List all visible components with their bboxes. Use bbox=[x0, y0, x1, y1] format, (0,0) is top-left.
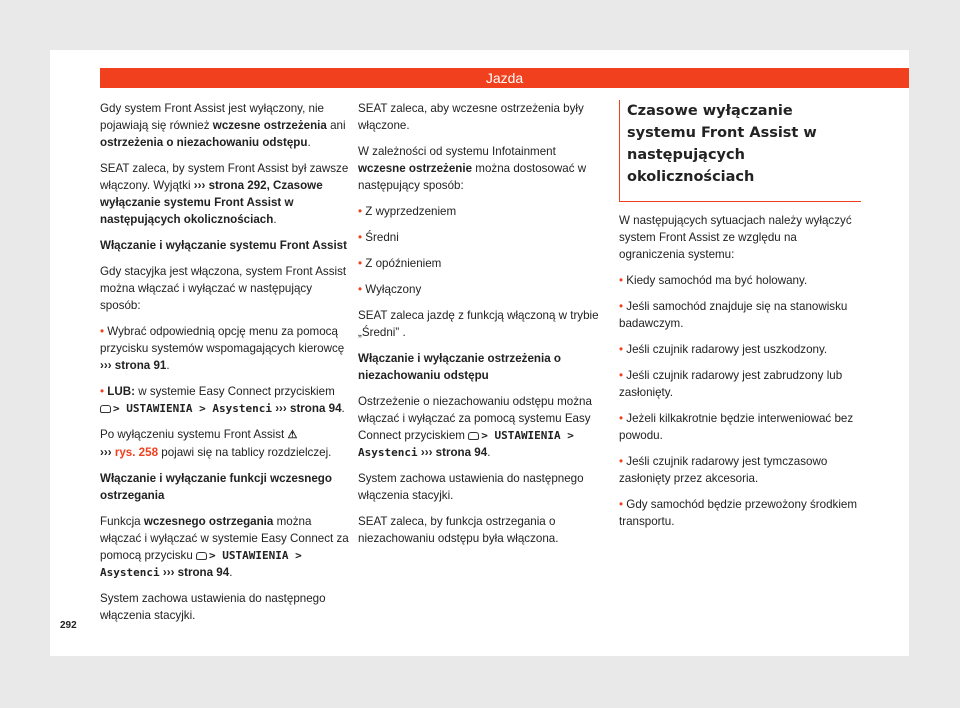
section-title: Czasowe wyłączanie systemu Front Assist w następujących okolicznościach bbox=[627, 103, 817, 185]
text: . bbox=[307, 136, 311, 149]
list-item bbox=[619, 367, 861, 401]
text: W zależności od systemu Infotainment bbox=[358, 145, 556, 158]
list-item bbox=[358, 281, 608, 298]
paragraph: System zachowa ustawienia do następnego włączenia stacyjki. bbox=[358, 472, 584, 502]
bullet: • bbox=[619, 274, 624, 287]
subheading: Włączanie i wyłączanie ostrzeżenia o niezachowaniu odstępu bbox=[358, 352, 561, 382]
text: Wyłączony bbox=[365, 283, 422, 296]
section-header: Jazda bbox=[100, 68, 909, 88]
bullet: • bbox=[358, 283, 363, 296]
list-item bbox=[358, 229, 608, 246]
paragraph: Gdy stacyjka jest włączona, system Front Assist można włączać i wyłączać w następujący sposób: bbox=[100, 265, 347, 312]
list-item bbox=[619, 272, 861, 289]
cross-reference-link[interactable]: ››› strona 94 bbox=[162, 566, 230, 579]
text: Z opóźnieniem bbox=[365, 257, 442, 270]
reference-arrow: ››› bbox=[193, 179, 206, 192]
paragraph: SEAT zaleca jazdę z funkcją włączoną w trybie „Średni” . bbox=[358, 309, 599, 339]
bullet: • bbox=[100, 325, 105, 338]
text: można dostosować w następujący sposób: bbox=[358, 162, 587, 192]
car-menu-icon bbox=[100, 405, 111, 413]
section-title-box bbox=[619, 100, 861, 202]
bullet: • bbox=[358, 257, 363, 270]
cross-reference-link[interactable]: ››› strona 94 bbox=[420, 446, 488, 459]
subheading: Włączanie i wyłączanie funkcji wczesnego ostrzegania bbox=[100, 472, 332, 502]
paragraph: SEAT zaleca, aby wczesne ostrzeżenia były włączone. bbox=[358, 102, 584, 132]
bullet: • bbox=[100, 385, 105, 398]
text: Jeśli samochód znajduje się na stanowisku badawczym. bbox=[619, 300, 848, 330]
text: można włączać i wyłączać w systemie Easy Connect za pomocą przycisku bbox=[100, 515, 349, 562]
text: Jeśli czujnik radarowy jest tymczasowo zasłonięty przez akcesoria. bbox=[619, 455, 828, 485]
subheading: Włączanie i wyłączanie systemu Front Assist bbox=[100, 239, 347, 252]
text: . bbox=[229, 566, 233, 579]
text: Funkcja bbox=[100, 515, 141, 528]
text: . bbox=[166, 359, 170, 372]
bullet: • bbox=[619, 412, 624, 425]
list-item bbox=[619, 298, 861, 332]
bullet: • bbox=[358, 205, 363, 218]
text: Gdy samochód będzie przewożony środkiem transportu. bbox=[619, 498, 857, 528]
page-number: 292 bbox=[60, 620, 77, 631]
text: Jeśli czujnik radarowy jest uszkodzony. bbox=[626, 343, 828, 356]
text: . bbox=[341, 402, 345, 415]
text: . bbox=[273, 213, 277, 226]
text: . bbox=[487, 446, 491, 459]
bold-term: LUB: bbox=[107, 385, 135, 398]
bullet: • bbox=[358, 231, 363, 244]
bold-term: wczesne ostrzeżenia bbox=[212, 119, 327, 132]
paragraph bbox=[100, 426, 350, 461]
text: Wybrać odpowiednią opcję menu za pomocą przycisku systemów wspomagających kierowcę bbox=[100, 325, 345, 355]
text: Jeżeli kilkakrotnie będzie interweniować bez powodu. bbox=[619, 412, 854, 442]
menu-path: > USTAWIENIA > Asystenci bbox=[113, 402, 272, 415]
bold-term: ostrzeżenia o niezachowaniu odstępu bbox=[100, 136, 308, 149]
manual-page bbox=[50, 50, 909, 656]
column-left bbox=[100, 100, 350, 633]
paragraph bbox=[100, 160, 350, 228]
text: Jeśli czujnik radarowy jest zabrudzony lub zasłonięty. bbox=[619, 369, 843, 399]
column-middle bbox=[358, 100, 608, 556]
paragraph bbox=[358, 393, 608, 461]
bold-term: wczesne ostrzeżenie bbox=[358, 162, 473, 175]
bullet: • bbox=[619, 369, 624, 382]
menu-path: > USTAWIENIA > Asystenci bbox=[100, 549, 302, 579]
menu-path: > USTAWIENIA > Asystenci bbox=[358, 429, 574, 459]
text: Ostrzeżenie o niezachowaniu odstępu można włączać i wyłączać za pomocą systemu Easy Connect przyciskiem bbox=[358, 395, 592, 442]
paragraph bbox=[100, 100, 350, 151]
text: Kiedy samochód ma być holowany. bbox=[626, 274, 808, 287]
figure-reference-link[interactable]: rys. 258 bbox=[114, 446, 159, 459]
list-item bbox=[358, 255, 608, 272]
text: Gdy system Front Assist jest wyłączony, nie pojawiają się również bbox=[100, 102, 324, 132]
text: Średni bbox=[365, 231, 399, 244]
reference-arrow: ››› bbox=[100, 446, 112, 459]
column-right bbox=[619, 100, 861, 539]
cross-reference-link[interactable]: ››› strona 94 bbox=[275, 402, 342, 415]
text: w systemie Easy Connect przyciskiem bbox=[138, 385, 335, 398]
bullet: • bbox=[619, 455, 624, 468]
list-item bbox=[100, 383, 350, 417]
bold-term: wczesnego ostrzegania bbox=[143, 515, 274, 528]
bullet: • bbox=[619, 300, 624, 313]
list-item bbox=[100, 323, 350, 374]
text: Z wyprzedzeniem bbox=[365, 205, 457, 218]
text: SEAT zaleca, by system Front Assist był zawsze włączony. Wyjątki bbox=[100, 162, 349, 192]
text: Po wyłączeniu systemu Front Assist bbox=[100, 428, 285, 441]
text: ani bbox=[330, 119, 346, 132]
paragraph: W następujących sytuacjach należy wyłączyć system Front Assist ze względu na ograniczenia systemu: bbox=[619, 214, 852, 261]
paragraph: SEAT zaleca, by funkcja ostrzegania o niezachowaniu odstępu była włączona. bbox=[358, 515, 559, 545]
list-item bbox=[619, 341, 861, 358]
bullet: • bbox=[619, 343, 624, 356]
list-item bbox=[619, 410, 861, 444]
bullet: • bbox=[619, 498, 624, 511]
paragraph bbox=[100, 513, 350, 581]
paragraph bbox=[358, 143, 608, 194]
car-menu-icon bbox=[196, 552, 207, 560]
list-item bbox=[619, 453, 861, 487]
text: pojawi się na tablicy rozdzielczej. bbox=[161, 446, 332, 459]
list-item bbox=[619, 496, 861, 530]
car-menu-icon bbox=[468, 432, 479, 440]
paragraph: System zachowa ustawienia do następnego włączenia stacyjki. bbox=[100, 592, 326, 622]
cross-reference-link[interactable]: strona 292, Czasowe wyłączanie systemu Front Assist w następujących okolicznościach bbox=[100, 179, 323, 226]
warning-icon: ⚠ bbox=[287, 429, 298, 441]
list-item bbox=[358, 203, 608, 220]
cross-reference-link[interactable]: ››› strona 91 bbox=[100, 359, 167, 372]
